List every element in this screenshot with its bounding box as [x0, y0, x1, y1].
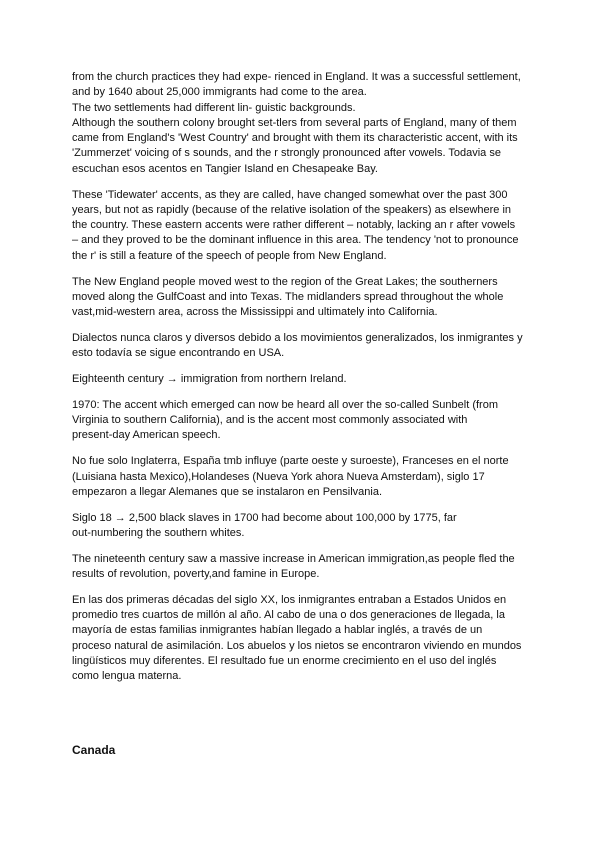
- text-line: years, but not as rapidly (because of the relative isolation of the speakers) as elsewhere in: [72, 203, 512, 216]
- text-line: out-numbering the southern whites.: [72, 526, 245, 539]
- paragraph: [72, 70, 528, 177]
- text-line: empezaron a llegar Alemanes que se instalaron en Pensilvania.: [72, 485, 383, 498]
- text-line: promedio tres cuartos de millón al año. Al cabo de una o dos generaciones de llegada, la: [72, 609, 505, 622]
- text-line: Virginia to southern California), and is the accent most commonly associated with: [72, 414, 468, 427]
- text-line: and by 1640 about 25,000 immigrants had come to the area.: [72, 86, 367, 99]
- text-line: Siglo 18 → 2,500 black slaves in 1700 had become about 100,000 by 1775, far: [72, 511, 457, 524]
- text-line: results of revolution, poverty,and famine in Europe.: [72, 568, 320, 581]
- paragraph: [72, 275, 528, 321]
- text-line: moved along the GulfCoast and into Texas. The midlanders spread throughout the whole: [72, 290, 504, 303]
- text-line: present-day American speech.: [72, 429, 221, 442]
- text-line: The nineteenth century saw a massive increase in American immigration,as people fled the: [72, 552, 515, 565]
- text-line: The two settlements had different lin- guistic backgrounds.: [72, 101, 356, 114]
- text-line: lingüísticos muy diferentes. El resultado fue un enorme crecimiento en el uso del inglés: [72, 655, 497, 667]
- paragraph: [72, 372, 528, 387]
- paragraph: [72, 511, 528, 542]
- text-line: Dialectos nunca claros y diversos debido a los movimientos generalizados, los inmigrantes y: [72, 331, 523, 344]
- text-line: vast,mid-western area, across the Mississippi and ultimately into California.: [72, 306, 438, 319]
- text-line: escuchan esos acentos en Tangier Island en Chesapeake Bay.: [72, 162, 378, 175]
- paragraph: [72, 593, 528, 685]
- text-line: the r' is still a feature of the speech of people from New England.: [72, 249, 387, 262]
- text-line: (Luisiana hasta Mexico),Holandeses (Nueva York ahora Nueva Amsterdam), siglo 17: [72, 470, 485, 483]
- text-line: the country. These eastern accents were rather different – notably, lacking an r after vowels: [72, 219, 516, 232]
- text-line: 'Zummerzet' voicing of s sounds, and the r strongly pronounced after vowels. Todavia se: [72, 147, 501, 160]
- text-line: 1970: The accent which emerged can now be heard all over the so-called Sunbelt (from: [72, 398, 498, 411]
- paragraph: [72, 454, 528, 500]
- text-line: These 'Tidewater' accents, as they are called, have changed somewhat over the past 300: [72, 188, 508, 201]
- text-line: No fue solo Inglaterra, España tmb influye (parte oeste y suroeste), Franceses en el norte: [72, 455, 509, 468]
- text-line: como lengua materna.: [72, 670, 182, 683]
- text-line: came from England's 'West Country' and brought with them its characteristic accent, with its: [72, 132, 518, 145]
- text-line: – and they proved to be the dominant influence in this area. The tendency 'not to pronounce: [72, 234, 519, 247]
- text-line: mayoría de estas familias inmigrantes habían llegado a hablar inglés, a través de un: [72, 624, 483, 637]
- text-line: The New England people moved west to the region of the Great Lakes; the southerners: [72, 275, 498, 288]
- paragraph: [72, 552, 528, 583]
- section-heading: Canada: [72, 743, 116, 757]
- text-line: Although the southern colony brought set-tlers from several parts of England, many of them: [72, 116, 517, 129]
- paragraph: [72, 398, 528, 444]
- body-text: [72, 70, 528, 685]
- text-line: Eighteenth century → immigration from northern Ireland.: [72, 373, 347, 386]
- text-line: proceso natural de asimilación. Los abuelos y los nietos se encontraron viviendo en mundos: [72, 639, 522, 652]
- text-line: from the church practices they had expe- rienced in England. It was a successful settlement,: [72, 71, 521, 83]
- paragraph: [72, 331, 528, 362]
- paragraph: [72, 188, 528, 264]
- text-line: En las dos primeras décadas del siglo XX, los inmigrantes entraban a Estados Unidos en: [72, 593, 507, 606]
- text-line: esto todavía se sigue encontrando en USA.: [72, 347, 285, 360]
